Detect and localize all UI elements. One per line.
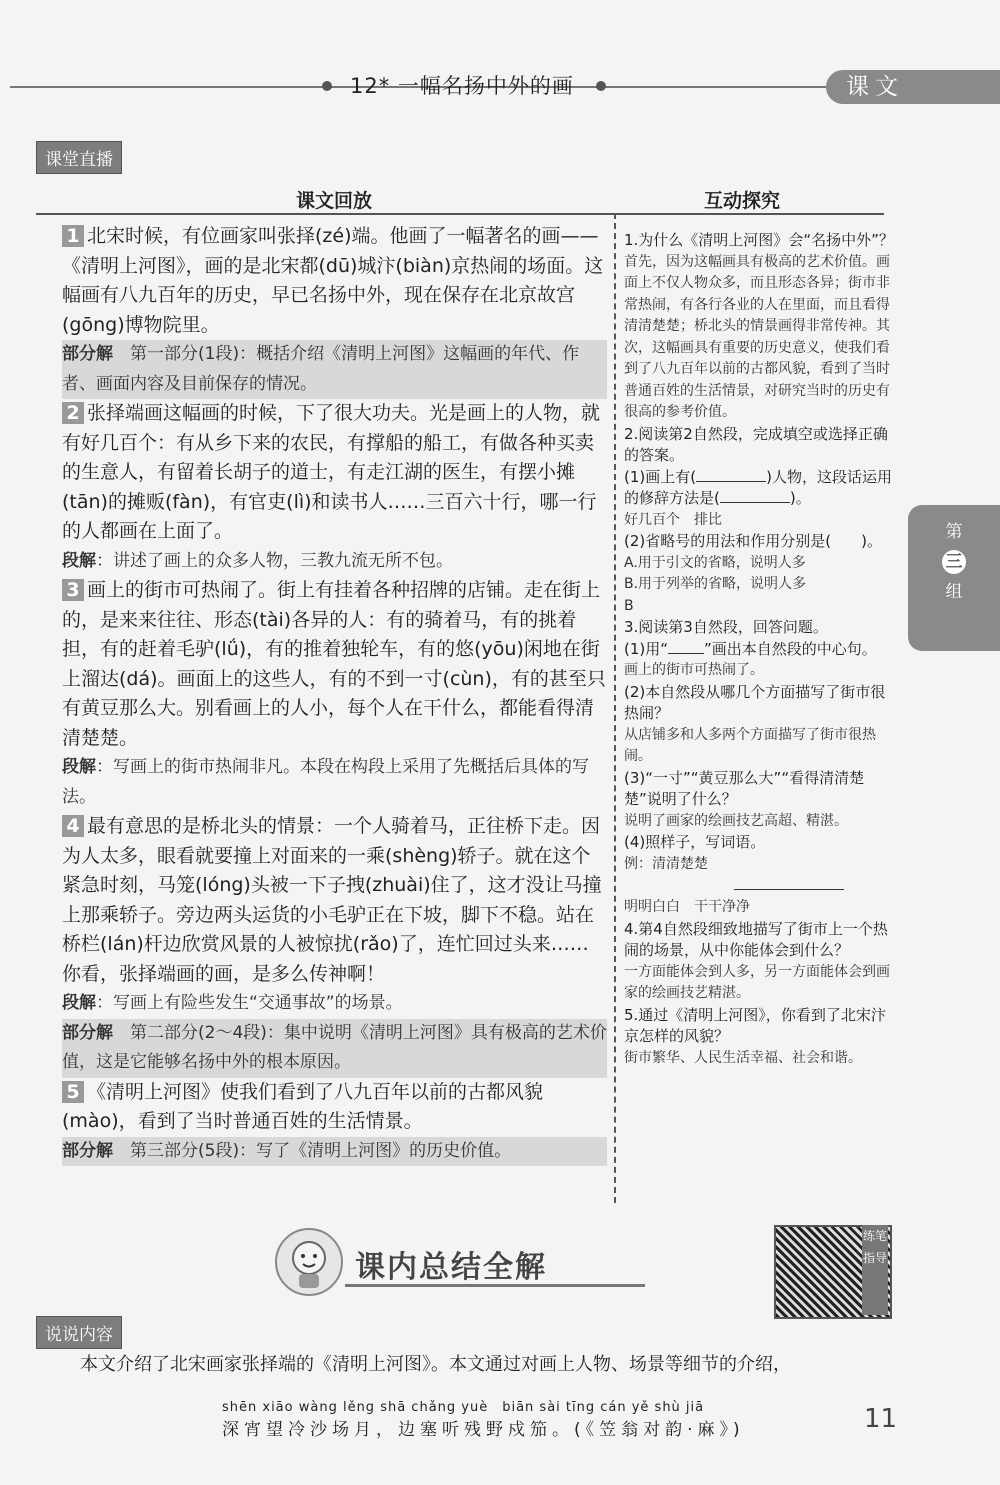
banner-underline: [345, 1284, 645, 1287]
question-2-1: (1)画上有( )人物，这段话运用的修辞方法是( )。: [624, 467, 892, 507]
banner-title: 课内总结全解: [355, 1250, 547, 1285]
question-3: 3.阅读第3自然段，回答问题。: [624, 618, 828, 636]
column-head-rule: [36, 213, 884, 215]
paragraph-number: 5: [62, 1081, 84, 1103]
qr-label: 练笔指导: [862, 1225, 888, 1315]
unit-side-tab: 第 三 组: [908, 505, 1000, 651]
section-tag-kewen: 课文: [826, 70, 1000, 104]
note-part-1: 部分解 第一部分(1段)：概括介绍《清明上河图》这幅画的年代、作者、画面内容及目前保存的情况。: [62, 340, 607, 399]
paragraph-number: 2: [62, 402, 84, 424]
question-2: 2.阅读第2自然段，完成填空或选择正确的答案。: [624, 424, 888, 464]
blank-lines: [624, 875, 894, 897]
paragraph-number: 1: [62, 225, 84, 247]
question-3-2: (2)本自然段从哪几个方面描写了街市很热闹？: [624, 682, 886, 722]
footer-pinyin: shēn xiāo wàng lěng shā chǎng yuè biān sài tīng cán yě shù jiā: [222, 1400, 705, 1415]
paragraph-1: 1 北宋时候，有位画家叫张择(zé)端。他画了一幅著名的画——《清明上河图》，画的是北宋都(dū)城汴(biàn)京热闹的场面。这幅画有八九百年的历史，早已名扬中外，现在保存在北京故宫(gōng)博物院里。: [62, 225, 604, 336]
answer-3-3: 说明了画家的绘画技艺高超、精湛。: [624, 812, 848, 829]
page-number: 11: [864, 1404, 898, 1434]
answer-2-1: 好几百个 排比: [624, 511, 722, 528]
answer-4: 一方面能体会到人多，另一方面能体会到画家的绘画技艺精湛。: [624, 963, 890, 1001]
column-divider: [614, 213, 616, 1203]
question-3-1: (1)用“ ”画出本自然段的中心句。: [624, 639, 877, 658]
answer-3-4: 明明白白 干干净净: [624, 899, 750, 915]
question-1: 1.为什么《清明上河图》会“名扬中外”？: [624, 231, 894, 249]
text-column: [62, 222, 607, 1166]
paragraph-number: 4: [62, 815, 84, 837]
note-para-2: 段解：讲述了画上的众多人物，三教九流无所不包。: [62, 550, 453, 571]
paragraph-3: 3 画上的街市可热闹了。街上有挂着各种招牌的店铺。走在街上的，是来来往往、形态(tài)各异的人：有的骑着马，有的挑着担，有的赶着毛驴(lǘ)，有的推着独轮车，有的悠(yōu)闲地在街上溜达(dá)。画面上的这些人，有的不到一寸(cùn)，有的甚至只有黄豆那么大。别看画上的人小，每个人在干什么，都能看得清清楚楚。: [62, 579, 606, 749]
paragraph-2: 2 张择端画这幅画的时候，下了很大功夫。光是画上的人物，就有好几百个：有从乡下来的农民，有撑船的船工，有做各种买卖的生意人，有留着长胡子的道士，有走江湖的医生，有摆小摊(tān)的摊贩(fàn)，有官吏(lì)和读书人……三百六十行，哪一行的人都画在上面了。: [62, 402, 601, 542]
question-3-3: (3)“一寸”“黄豆那么大”“看得清清楚楚”说明了什么？: [624, 768, 865, 808]
summary-banner: [275, 1228, 645, 1296]
paragraph-5: 5 《清明上河图》使我们看到了八九百年以前的古都风貌(mào)，看到了当时普通百姓的生活情景。: [62, 1080, 544, 1132]
answer-5: 街市繁华、人民生活幸福、社会和谐。: [624, 1049, 862, 1066]
example: 例：清清楚楚: [624, 855, 708, 872]
cartoon-avatar-icon: [275, 1228, 343, 1296]
section-label-shuoshuo: 说说内容: [36, 1316, 122, 1349]
answer-2-2: B: [624, 597, 634, 614]
answer-1: 首先，因为这幅画具有极高的艺术价值。画面上不仅人物众多，而且形态各异；街市非常热闹，有各行各业的人在里面，而且看得清清楚楚；桥北头的情景画得非常传神。其次，这幅画具有重要的历史意义，使我们看到了八九百年以前的古都风貌，看到了当时普通百姓的生活情景，对研究当时的历史有很高的参考价值。: [624, 253, 890, 420]
question-2-2: (2)省略号的用法和作用分别是( )。: [624, 532, 882, 550]
summary-text: 本文介绍了北宋画家张择端的《清明上河图》。本文通过对画上人物、场景等细节的介绍，: [80, 1354, 791, 1375]
header-dot-left: [322, 81, 332, 91]
lesson-title: 12* 一幅名扬中外的画: [350, 74, 574, 98]
column-head-right: 互动探究: [704, 190, 781, 212]
option-a: A.用于引文的省略，说明人多: [624, 554, 806, 571]
header-dot-right: [596, 81, 606, 91]
paragraph-number: 3: [62, 579, 84, 601]
question-5: 5.通过《清明上河图》，你看到了北宋汴京怎样的风貌？: [624, 1005, 886, 1045]
footer-poem: 深宵望冷沙场月，边塞听残野戍笳。(《笠翁对韵·麻》): [222, 1420, 745, 1440]
paragraph-4: 4 最有意思的是桥北头的情景：一个人骑着马，正往桥下走。因为人太多，眼看就要撞上对面来的一乘(shèng)轿子。就在这个紧急时刻，马笼(lóng)头被一下子拽(zhuài)住了，这才没让马撞上那乘轿子。旁边两头运货的小毛驴正在下坡，脚下不稳。站在桥栏(lán)杆边欣赏风景的人被惊扰(rǎo)了，连忙回过头来……你看，张择端画的画，是多么传神啊！: [62, 815, 602, 985]
question-3-4: (4)照样子，写词语。: [624, 833, 766, 851]
answer-3-1: 画上的街市可热闹了。: [624, 662, 764, 678]
section-label-ketang: 课堂直播: [36, 141, 122, 174]
qa-column: [624, 230, 894, 1069]
note-para-3: 段解：写画上的街市热闹非凡。本段在构段上采用了先概括后具体的写法。: [62, 757, 589, 807]
answer-3-2: 从店铺多和人多两个方面描写了街市很热闹。: [624, 726, 876, 764]
option-b: B.用于列举的省略，说明人多: [624, 576, 807, 592]
note-para-4: 段解：写画上有险些发生“交通事故”的场景。: [62, 993, 403, 1013]
question-4: 4.第4自然段细致地描写了街市上一个热闹的场景，从中你能体会到什么？: [624, 919, 888, 959]
note-part-2: 部分解 第二部分(2～4段)：集中说明《清明上河图》具有极高的艺术价值，这是它能够名扬中外的根本原因。: [62, 1019, 607, 1078]
note-part-3: 部分解 第三部分(5段)：写了《清明上河图》的历史价值。: [62, 1137, 607, 1167]
column-head-left: 课文回放: [296, 190, 373, 212]
